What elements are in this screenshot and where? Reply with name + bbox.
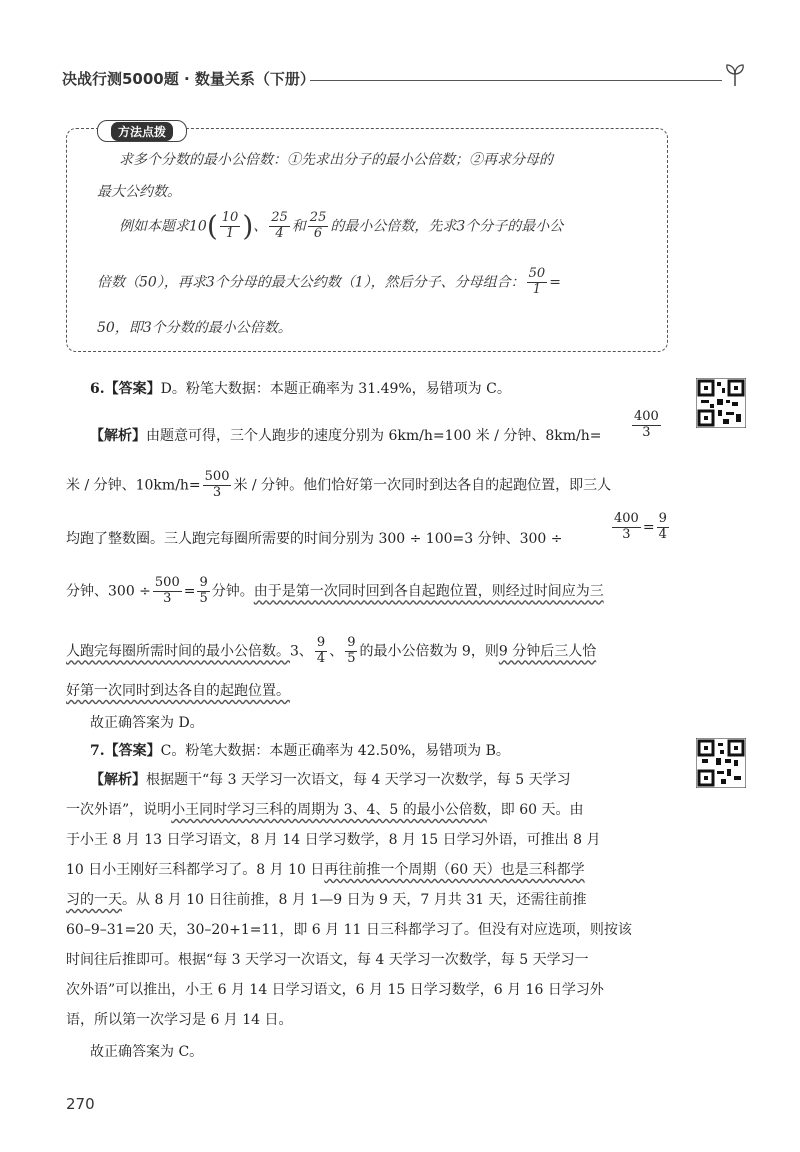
q6-analysis-line-2 — [66, 470, 611, 501]
answer-text: C。粉笔大数据：本题正确率为 42.50%，易错项为 B。 — [160, 743, 510, 759]
analysis-label: 【解析】 — [90, 428, 146, 444]
separator: 和 — [291, 218, 306, 235]
tip-text-b: 的最小公倍数，先求3个分子的最小公 — [330, 218, 564, 235]
q7-conclusion: 故正确答案为 C。 — [90, 1044, 204, 1060]
equals: = — [549, 274, 561, 291]
q7-analysis-line-4: 10 日小王刚好三科都学习了。8 月 10 日再往前推一个周期（60 天）也是三科都学 — [66, 862, 585, 878]
fraction: $\frac{25}{6}$ — [309, 210, 327, 241]
analysis-label: 【解析】 — [90, 772, 146, 788]
sprout-icon — [722, 62, 748, 88]
fraction: $\frac{500}{3}$ — [204, 469, 230, 500]
key-point: 9 分钟后三人恰 — [498, 643, 597, 660]
q6-analysis-line-6 — [66, 680, 290, 700]
tip-box — [66, 124, 668, 352]
answer-label: 7.【答案】 — [90, 743, 161, 759]
key-point: 好第一次同时到达各自的起跑位置。 — [66, 683, 290, 699]
analysis-text: 的最小公倍数为 9，则 — [359, 643, 499, 660]
q6-analysis-line-3 — [66, 528, 563, 548]
fraction: $\frac{10}{1}$ — [221, 210, 239, 241]
q7-answer — [90, 740, 510, 760]
q7-analysis-line-5: 习的一天。从 8 月 10 日往前推，8 月 1—9 日为 9 天，7 月共 31 天，还需往前推 — [66, 892, 587, 908]
key-point: 人跑完每圈所需时间的最小公倍数。 — [66, 643, 290, 660]
page-header — [62, 62, 752, 90]
key-point: 习的一天 — [66, 892, 122, 908]
fraction: $\frac{400}{3}$ — [634, 409, 659, 440]
answer-label: 6.【答案】 — [90, 381, 161, 397]
key-point: 由于是第一次同时回到各自起跑位置，则经过时间应为三 — [253, 583, 604, 600]
q6-analysis-line-5: 人跑完每圈所需时间的最小公倍数。3、 $\frac{9}{4}$ 、 $\frac{9}{5}$ 的最小公倍数为 9，则9 分钟后三人恰 — [66, 635, 597, 666]
q7-analysis-line-3: 于小王 8 月 13 日学习语文，8 月 14 日学习数学，8 月 15 日学习外语，可推出 8 月 — [66, 832, 601, 848]
q7-analysis-line-8: 次外语”可以推出，小王 6 月 14 日学习语文，6 月 15 日学习数学，6 月 16 日学习外 — [66, 982, 604, 998]
qr-code-icon[interactable] — [696, 738, 746, 788]
fraction: $\frac{25}{4}$ — [271, 210, 288, 241]
tip-line-3: 例如本题求10( $\frac{10}{1}$ )、 $\frac{25}{4}$ 和 $\frac{25}{6}$ 的最小公倍数，先求3个分子的最小公 — [119, 209, 564, 243]
analysis-text: 米 / 分钟、10km/h= — [66, 477, 201, 494]
tip-badge — [97, 120, 187, 142]
key-point: 再往前推一个周期（60 天）也是三科都学 — [324, 862, 585, 878]
answer-text: D。粉笔大数据：本题正确率为 31.49%，易错项为 C。 — [160, 381, 511, 397]
q7-analysis-line-6: 60–9–31=20 天，30–20+1=11，即 6 月 11 日三科都学习了。但没有对应选项，则按该 — [66, 922, 632, 938]
tip-line-4 — [97, 267, 561, 298]
tip-line-5: 50，即3个分数的最小公倍数。 — [97, 320, 292, 336]
q6-analysis-line-4: 分钟、300 ÷ $\frac{500}{3}$ = $\frac{9}{5}$ 分钟。由于是第一次同时回到各自起跑位置，则经过时间应为三 — [66, 575, 604, 606]
fraction-expression: $\frac{400}{3}$ = $\frac{9}{4}$ — [614, 511, 667, 542]
header-rule — [310, 80, 722, 81]
q6-conclusion: 故正确答案为 D。 — [90, 715, 204, 731]
tip-line-1: 求多个分数的最小公倍数：①先求出分子的最小公倍数；②再求分母的 — [119, 152, 553, 168]
separator: 、 — [253, 218, 268, 235]
page-number: 270 — [66, 1095, 95, 1113]
analysis-text: 分钟、300 ÷ — [66, 583, 151, 600]
q7-analysis-line-1 — [90, 769, 571, 789]
q7-analysis-line-2: 一次外语”，说明小王同时学习三科的周期为 3、4、5 的最小公倍数，即 60 天。由 — [66, 802, 584, 818]
book-title: 决战行测5000题 · 数量关系（下册） — [62, 70, 315, 88]
tip-badge-label: 方法点拨 — [111, 122, 173, 141]
q7-analysis-line-9: 语，所以第一次学习是 6 月 14 日。 — [66, 1012, 293, 1028]
tip-text-a: 例如本题求10 — [119, 218, 207, 235]
tip-text-c: 倍数（50），再求3个分母的最大公约数（1），然后分子、分母组合： — [97, 274, 525, 291]
analysis-text: 均跑了整数圈。三人跑完每圈所需要的时间分别为 300 ÷ 100=3 分钟、300 ÷ — [66, 531, 563, 547]
analysis-text: 分钟。 — [211, 583, 254, 600]
qr-code-icon[interactable] — [696, 378, 746, 428]
q6-answer — [90, 378, 511, 398]
key-point: 小王同时学习三科的周期为 3、4、5 的最小公倍数 — [171, 802, 487, 818]
tip-line-2: 最大公约数。 — [97, 184, 181, 200]
analysis-text: 由题意可得，三个人跑步的速度分别为 6km/h=100 米 / 分钟、8km/h= — [146, 428, 602, 444]
analysis-text: 根据题干“每 3 天学习一次语文，每 4 天学习一次数学，每 5 天学习 — [146, 772, 571, 788]
analysis-text: 米 / 分钟。他们恰好第一次同时到达各自的起跑位置，即三人 — [233, 477, 612, 494]
q7-analysis-line-7: 时间往后推即可。根据“每 3 天学习一次语文，每 4 天学习一次数学，每 5 天学习一 — [66, 952, 589, 968]
q6-analysis-line-1 — [90, 425, 602, 445]
fraction: $\frac{50}{1}$ — [528, 266, 546, 297]
